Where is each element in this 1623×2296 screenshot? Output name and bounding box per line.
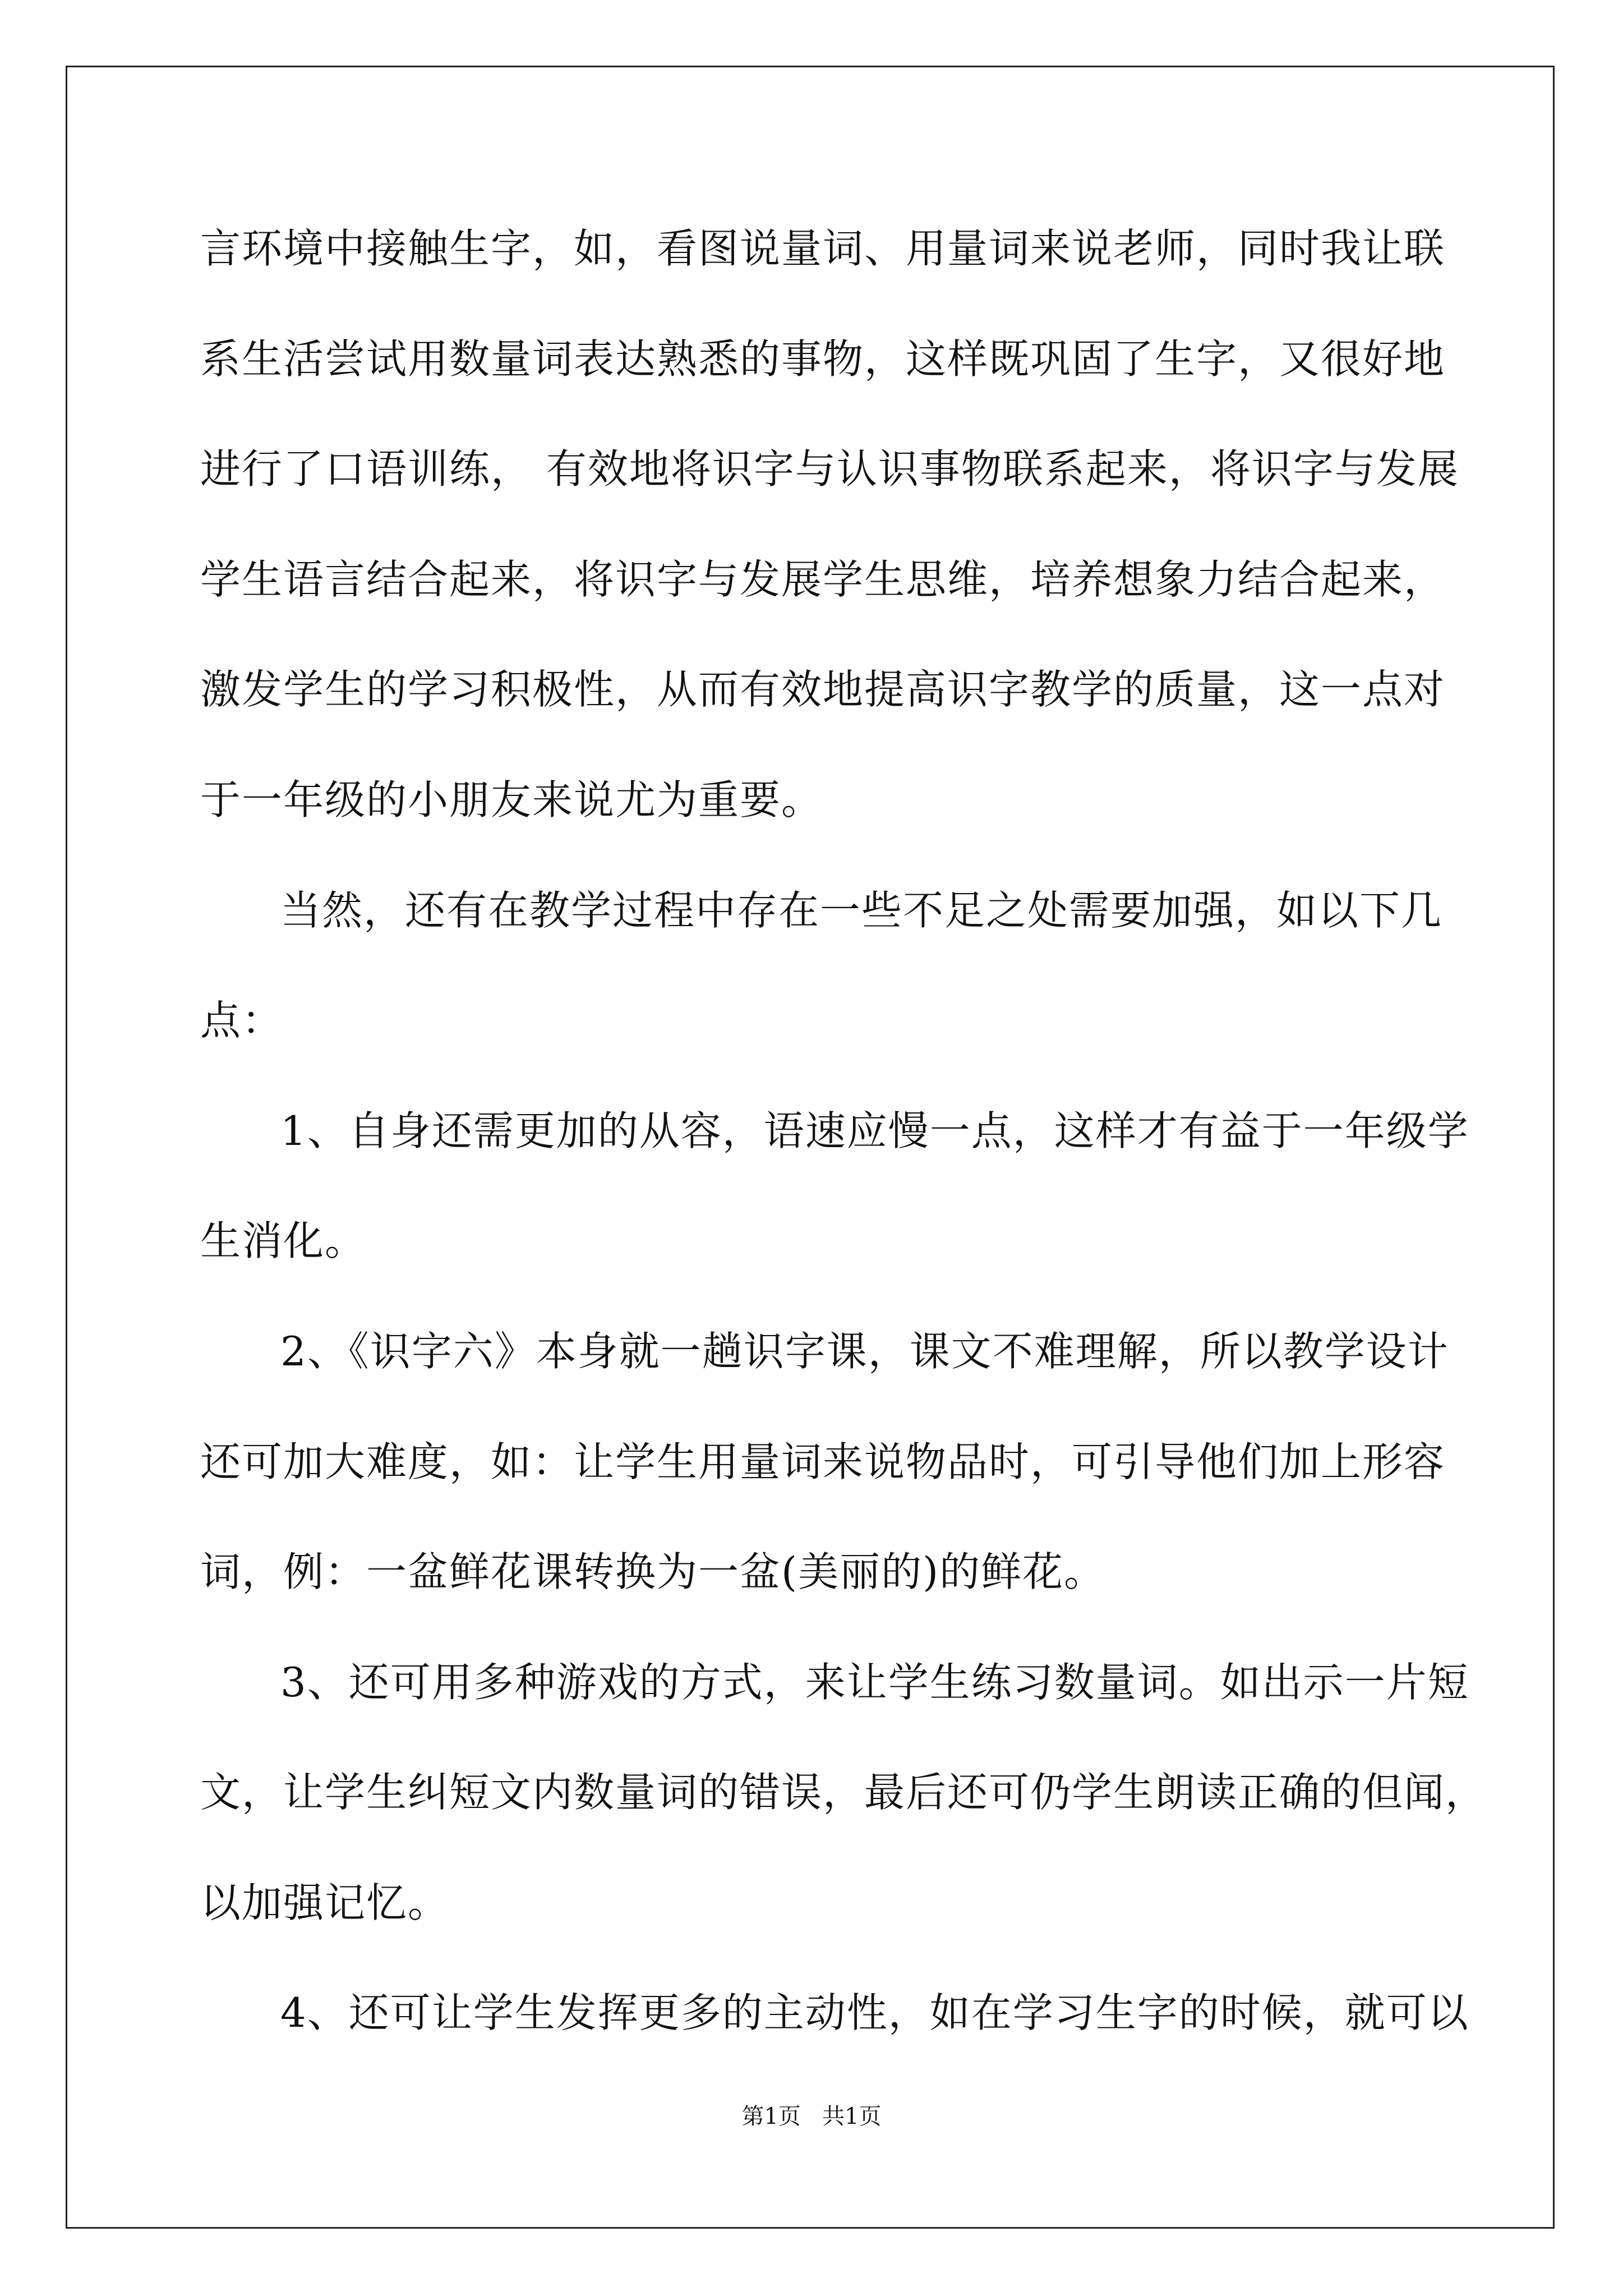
body-line-12: 还可加大难度，如：让学生用量词来说物品时，可引导他们加上形容	[200, 1438, 1446, 1485]
body-line-10: 生消化。	[200, 1217, 367, 1264]
body-line-7: 当然，还有在教学过程中存在一些不足之处需要加强，如以下几	[280, 887, 1443, 934]
body-line-5: 激发学生的学习积极性，从而有效地提高识字教学的质量，这一点对	[200, 666, 1446, 713]
body-line-6: 于一年级的小朋友来说尤为重要。	[200, 776, 823, 823]
body-line-16: 以加强记忆。	[200, 1879, 450, 1926]
body-line-17: 4、还可让学生发挥更多的主动性，如在学习生字的时候，就可以	[280, 1989, 1469, 2036]
body-line-9: 1、自身还需更加的从容，语速应慢一点，这样才有益于一年级学	[280, 1107, 1469, 1154]
body-line-11: 2、《识字六》本身就一趟识字课，课文不难理解，所以教学设计	[280, 1328, 1449, 1375]
body-line-15: 文，让学生纠短文内数量词的错误，最后还可仍学生朗读正确的但闻，	[200, 1769, 1487, 1816]
body-line-8: 点：	[200, 997, 284, 1044]
body-line-13: 词，例：一盆鲜花课转换为一盆(美丽的)的鲜花。	[200, 1548, 1106, 1595]
body-line-2: 系生活尝试用数量词表达熟悉的事物，这样既巩固了生字，又很好地	[200, 335, 1446, 383]
body-line-3: 进行了口语训练， 有效地将识字与认识事物联系起来，将识字与发展	[200, 445, 1459, 493]
body-line-14: 3、还可用多种游戏的方式，来让学生练习数量词。如出示一片短	[280, 1659, 1469, 1706]
body-line-1: 言环境中接触生字，如，看图说量词、用量词来说老师，同时我让联	[200, 225, 1446, 272]
body-line-4: 学生语言结合起来，将识字与发展学生思维，培养想象力结合起来，	[200, 556, 1446, 603]
page-footer: 第1页 共1页	[741, 2104, 882, 2129]
